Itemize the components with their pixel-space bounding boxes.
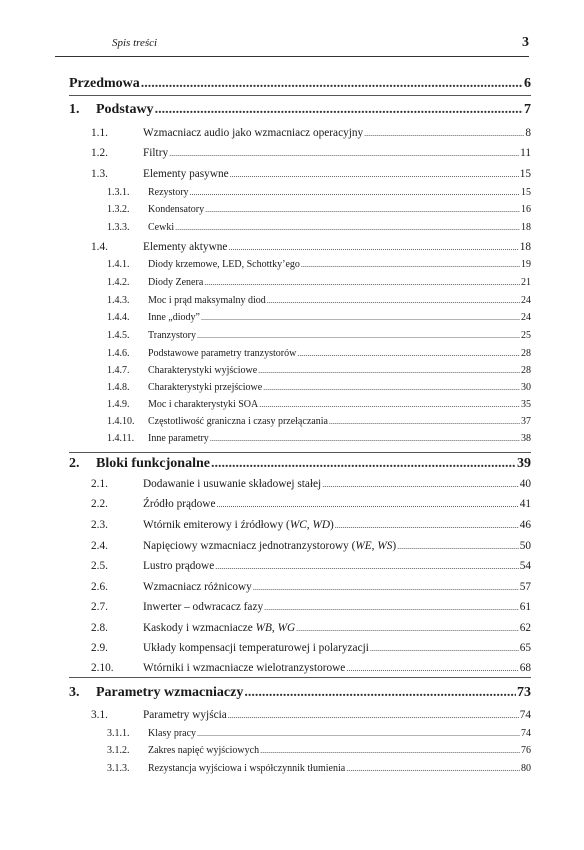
toc-page: 46 bbox=[519, 519, 531, 531]
toc-number: 3. bbox=[69, 685, 80, 700]
toc-page: 57 bbox=[519, 581, 531, 593]
toc-entry-sub[interactable] bbox=[69, 222, 531, 233]
toc-page: 61 bbox=[519, 601, 531, 613]
leader-dots bbox=[216, 500, 518, 509]
toc-number: 2.3. bbox=[91, 519, 108, 531]
toc-label-text: Charakterystyki przejściowe bbox=[148, 382, 263, 393]
toc-label bbox=[148, 222, 174, 233]
toc-number: 3.1. bbox=[91, 709, 108, 721]
toc-label-text: Rezystancja wyjściowa i współczynnik tłumienia bbox=[148, 763, 346, 774]
toc-page: 39 bbox=[517, 456, 531, 471]
toc-number: 1.4.7. bbox=[107, 365, 130, 376]
toc-label-italic: WE bbox=[355, 540, 372, 552]
toc-page: 24 bbox=[521, 312, 531, 323]
toc-entry-sec[interactable] bbox=[69, 709, 531, 721]
toc-label bbox=[148, 348, 296, 359]
toc-page: 16 bbox=[521, 204, 531, 215]
leader-dots bbox=[264, 603, 519, 612]
toc-page: 73 bbox=[517, 685, 531, 700]
leader-dots bbox=[210, 434, 520, 443]
toc-number: 1.4.4. bbox=[107, 312, 130, 323]
leader-dots bbox=[204, 278, 520, 287]
leader-dots bbox=[263, 383, 520, 392]
toc-number: 1.4.5. bbox=[107, 330, 130, 341]
toc-entry-sub[interactable] bbox=[69, 399, 531, 410]
toc-number: 1.4.8. bbox=[107, 382, 130, 393]
leader-dots bbox=[228, 243, 518, 252]
leader-dots bbox=[346, 764, 520, 773]
toc-label bbox=[148, 312, 200, 323]
toc-label-text: Elementy pasywne bbox=[143, 168, 229, 180]
toc-entry-sec[interactable] bbox=[69, 540, 531, 552]
toc-number: 2.1. bbox=[91, 478, 108, 490]
toc-label bbox=[143, 540, 396, 552]
toc-label-text: Bloki funkcjonalne bbox=[96, 456, 210, 471]
toc-label-tail: ) bbox=[392, 540, 397, 552]
leader-dots bbox=[346, 664, 518, 673]
toc-label-italic: WB bbox=[255, 622, 272, 634]
leader-dots bbox=[190, 188, 520, 197]
toc-page: 25 bbox=[521, 330, 531, 341]
toc-label-text: Wzmacniacz różnicowy bbox=[143, 581, 252, 593]
leader-dots bbox=[297, 349, 520, 358]
section-divider bbox=[69, 677, 531, 678]
leader-dots bbox=[230, 170, 519, 179]
toc-label-text: Diody Zenera bbox=[148, 277, 204, 288]
toc-entry-pre[interactable] bbox=[69, 76, 531, 92]
toc-page: 6 bbox=[524, 76, 531, 91]
toc-page: 54 bbox=[519, 560, 531, 572]
toc-entry-sub[interactable] bbox=[69, 277, 531, 288]
toc-label bbox=[143, 127, 363, 139]
toc-label-text: Częstotliwość graniczna i czasy przełączania bbox=[148, 416, 328, 427]
toc-label-text: Rezystory bbox=[148, 187, 189, 198]
toc-label bbox=[148, 295, 266, 306]
toc-label-text: Tranzystory bbox=[148, 330, 196, 341]
toc-number: 2.6. bbox=[91, 581, 108, 593]
toc-label-text: Moc i charakterystyki SOA bbox=[148, 399, 259, 410]
toc-label bbox=[148, 382, 262, 393]
leader-dots bbox=[141, 76, 523, 92]
toc-number: 3.1.2. bbox=[107, 745, 130, 756]
toc-number: 1. bbox=[69, 102, 80, 117]
toc-label bbox=[148, 433, 209, 444]
toc-number: 2. bbox=[69, 456, 80, 471]
toc-label-text: Napięciowy wzmacniacz jednotranzystorowy ( bbox=[143, 540, 356, 552]
toc-entry-chap[interactable] bbox=[69, 456, 531, 472]
toc-entry-sub[interactable] bbox=[69, 365, 531, 376]
toc-page: 18 bbox=[521, 222, 531, 233]
toc-label-text: Kaskody i wzmacniacze bbox=[143, 622, 256, 634]
leader-dots bbox=[244, 685, 516, 701]
toc-label bbox=[148, 763, 345, 774]
toc-label bbox=[143, 662, 345, 674]
toc-entry-sub[interactable] bbox=[69, 348, 531, 359]
toc-label bbox=[143, 498, 215, 510]
leader-dots bbox=[322, 480, 519, 489]
toc-number: 2.10. bbox=[91, 662, 114, 674]
toc-page: 41 bbox=[519, 498, 531, 510]
toc-label-text: Inne parametry bbox=[148, 433, 209, 444]
leader-dots bbox=[259, 400, 520, 409]
leader-dots bbox=[329, 417, 520, 426]
toc-page: 74 bbox=[521, 728, 531, 739]
running-header-title: Spis treści bbox=[112, 37, 158, 49]
toc-page: 74 bbox=[519, 709, 531, 721]
toc-page: 65 bbox=[519, 642, 531, 654]
toc-page: 18 bbox=[519, 241, 531, 253]
toc-page: 62 bbox=[519, 622, 531, 634]
toc-label-text: Klasy pracy bbox=[148, 728, 197, 739]
toc-label-text: Inne „diody” bbox=[148, 312, 200, 323]
toc-label-text: Wzmacniacz audio jako wzmacniacz operacyjny bbox=[143, 127, 364, 139]
toc-page: 7 bbox=[524, 102, 531, 117]
toc-label-text: Parametry wyjścia bbox=[143, 709, 227, 721]
toc-label bbox=[143, 519, 334, 531]
leader-dots bbox=[155, 102, 523, 118]
toc-label bbox=[143, 642, 369, 654]
toc-label-text: Filtry bbox=[143, 147, 169, 159]
toc-entry-sub[interactable] bbox=[69, 433, 531, 444]
toc-label-text: Podstawowe parametry tranzystorów bbox=[148, 348, 297, 359]
toc-label-text: Moc i prąd maksymalny diod bbox=[148, 295, 266, 306]
toc-page: 8 bbox=[525, 127, 531, 139]
toc-number: 1.4.2. bbox=[107, 277, 130, 288]
toc-number: 3.1.1. bbox=[107, 728, 130, 739]
toc-page: 30 bbox=[521, 382, 531, 393]
toc-number: 3.1.3. bbox=[107, 763, 130, 774]
leader-dots bbox=[397, 542, 519, 551]
toc-label bbox=[143, 478, 321, 490]
toc-entry-sec[interactable] bbox=[69, 478, 531, 490]
toc-label-text: Kondensatory bbox=[148, 204, 205, 215]
toc-label-sep: , bbox=[306, 519, 313, 531]
toc-label bbox=[148, 745, 259, 756]
toc-label bbox=[143, 560, 214, 572]
leader-dots bbox=[211, 456, 516, 472]
toc-page: 19 bbox=[521, 259, 531, 270]
toc-entry-sub[interactable] bbox=[69, 259, 531, 270]
toc-page: 76 bbox=[521, 745, 531, 756]
page-number: 3 bbox=[522, 35, 529, 50]
toc-number: 1.3.3. bbox=[107, 222, 130, 233]
toc-label-text: Diody krzemowe, LED, Schottky’ego bbox=[148, 259, 300, 270]
toc-number: 1.4.10. bbox=[107, 416, 135, 427]
toc-label-text: Elementy aktywne bbox=[143, 241, 228, 253]
toc-number: 1.4.6. bbox=[107, 348, 130, 359]
toc-entry-sub[interactable] bbox=[69, 745, 531, 756]
toc-page: 68 bbox=[519, 662, 531, 674]
leader-dots bbox=[364, 129, 524, 138]
toc-label bbox=[96, 102, 154, 118]
toc-label-text: Układy kompensacji temperaturowej i polaryzacji bbox=[143, 642, 369, 654]
toc-label bbox=[148, 187, 189, 198]
toc-label-text: Podstawy bbox=[96, 102, 154, 117]
leader-dots bbox=[228, 711, 519, 720]
toc-label bbox=[148, 728, 196, 739]
toc-label bbox=[148, 416, 328, 427]
toc-number: 1.1. bbox=[91, 127, 108, 139]
leader-dots bbox=[197, 331, 520, 340]
toc-entry-sec[interactable] bbox=[69, 519, 531, 531]
toc-entry-sub[interactable] bbox=[69, 330, 531, 341]
toc-label-text: Przedmowa bbox=[69, 76, 140, 91]
toc-label-text: Cewki bbox=[148, 222, 175, 233]
toc-label-text: Wtórnik emiterowy i źródłowy ( bbox=[143, 519, 290, 531]
toc-label bbox=[69, 76, 140, 92]
toc-number: 1.3.2. bbox=[107, 204, 130, 215]
toc-label-text: Lustro prądowe bbox=[143, 560, 215, 572]
toc-label bbox=[143, 581, 252, 593]
toc-label-sep: , bbox=[371, 540, 378, 552]
toc-label bbox=[148, 277, 203, 288]
toc-label bbox=[148, 204, 204, 215]
leader-dots bbox=[335, 521, 519, 530]
toc-label-text: Wtórniki i wzmacniacze wielotranzystorowe bbox=[143, 662, 346, 674]
toc-number: 1.2. bbox=[91, 147, 108, 159]
toc-number: 2.4. bbox=[91, 540, 108, 552]
toc-label bbox=[143, 622, 295, 634]
toc-label bbox=[148, 399, 258, 410]
toc-label-text: Dodawanie i usuwanie składowej stałej bbox=[143, 478, 322, 490]
leader-dots bbox=[260, 746, 520, 755]
leader-dots bbox=[169, 149, 519, 158]
toc-page: 35 bbox=[521, 399, 531, 410]
toc-label bbox=[148, 330, 196, 341]
toc-entry-sub[interactable] bbox=[69, 382, 531, 393]
toc-label bbox=[148, 365, 257, 376]
toc-entry-sec[interactable] bbox=[69, 241, 531, 253]
toc-page: 28 bbox=[521, 348, 531, 359]
toc-page: 37 bbox=[521, 416, 531, 427]
toc-label-sep: , bbox=[271, 622, 278, 634]
leader-dots bbox=[201, 313, 520, 322]
toc-entry-sec[interactable] bbox=[69, 662, 531, 674]
table-of-contents bbox=[69, 0, 531, 850]
leader-dots bbox=[205, 205, 520, 214]
toc-page: 21 bbox=[521, 277, 531, 288]
toc-label-italic: WG bbox=[277, 622, 296, 634]
toc-entry-sub[interactable] bbox=[69, 763, 531, 774]
toc-number: 2.5. bbox=[91, 560, 108, 572]
toc-entry-sec[interactable] bbox=[69, 642, 531, 654]
toc-entry-chap[interactable] bbox=[69, 685, 531, 701]
toc-number: 1.4. bbox=[91, 241, 108, 253]
toc-number: 1.4.9. bbox=[107, 399, 130, 410]
leader-dots bbox=[301, 260, 520, 269]
toc-label-text: Charakterystyki wyjściowe bbox=[148, 365, 258, 376]
toc-label-text: Parametry wzmacniaczy bbox=[96, 685, 244, 700]
toc-label bbox=[96, 685, 243, 701]
toc-label-text: Inwerter – odwracacz fazy bbox=[143, 601, 264, 613]
toc-entry-sub[interactable] bbox=[69, 728, 531, 739]
toc-number: 1.3.1. bbox=[107, 187, 130, 198]
toc-number: 1.4.1. bbox=[107, 259, 130, 270]
leader-dots bbox=[215, 562, 518, 571]
toc-page: 80 bbox=[521, 763, 531, 774]
toc-entry-sec[interactable] bbox=[69, 498, 531, 510]
toc-label bbox=[96, 456, 210, 472]
toc-label bbox=[143, 147, 168, 159]
toc-entry-sub[interactable] bbox=[69, 187, 531, 198]
toc-number: 1.3. bbox=[91, 168, 108, 180]
toc-label bbox=[143, 168, 229, 180]
toc-label-text: Zakres napięć wyjściowych bbox=[148, 745, 260, 756]
toc-entry-sec[interactable] bbox=[69, 622, 531, 634]
section-divider bbox=[69, 95, 531, 96]
toc-page: 28 bbox=[521, 365, 531, 376]
toc-entry-sec[interactable] bbox=[69, 127, 531, 139]
toc-entry-sec[interactable] bbox=[69, 601, 531, 613]
toc-label-italic: WD bbox=[312, 519, 331, 531]
section-divider bbox=[69, 452, 531, 453]
toc-entry-sec[interactable] bbox=[69, 168, 531, 180]
toc-entry-sub[interactable] bbox=[69, 416, 531, 427]
toc-entry-sub[interactable] bbox=[69, 204, 531, 215]
toc-number: 1.4.3. bbox=[107, 295, 130, 306]
toc-entry-sub[interactable] bbox=[69, 295, 531, 306]
toc-page: 15 bbox=[519, 168, 531, 180]
leader-dots bbox=[253, 583, 519, 592]
toc-number: 2.7. bbox=[91, 601, 108, 613]
leader-dots bbox=[258, 366, 520, 375]
toc-label bbox=[143, 601, 263, 613]
toc-label bbox=[148, 259, 300, 270]
toc-page: 11 bbox=[520, 147, 531, 159]
leader-dots bbox=[370, 644, 519, 653]
leader-dots bbox=[175, 223, 520, 232]
toc-number: 2.9. bbox=[91, 642, 108, 654]
toc-number: 2.2. bbox=[91, 498, 108, 510]
toc-number: 2.8. bbox=[91, 622, 108, 634]
toc-entry-sec[interactable] bbox=[69, 560, 531, 572]
leader-dots bbox=[267, 296, 520, 305]
toc-label-tail: ) bbox=[330, 519, 334, 531]
toc-entry-sub[interactable] bbox=[69, 312, 531, 323]
toc-label bbox=[143, 241, 227, 253]
toc-label bbox=[143, 709, 227, 721]
toc-page: 50 bbox=[519, 540, 531, 552]
toc-page: 15 bbox=[521, 187, 531, 198]
toc-entry-chap[interactable] bbox=[69, 102, 531, 118]
toc-number: 1.4.11. bbox=[107, 433, 135, 444]
leader-dots bbox=[197, 729, 520, 738]
toc-label-italic: WS bbox=[377, 540, 393, 552]
toc-entry-sec[interactable] bbox=[69, 581, 531, 593]
toc-page: 40 bbox=[519, 478, 531, 490]
leader-dots bbox=[296, 624, 519, 633]
toc-page: 38 bbox=[521, 433, 531, 444]
toc-entry-sec[interactable] bbox=[69, 147, 531, 159]
toc-page: 24 bbox=[521, 295, 531, 306]
toc-label-italic: WC bbox=[289, 519, 307, 531]
toc-label-text: Źródło prądowe bbox=[143, 498, 216, 510]
